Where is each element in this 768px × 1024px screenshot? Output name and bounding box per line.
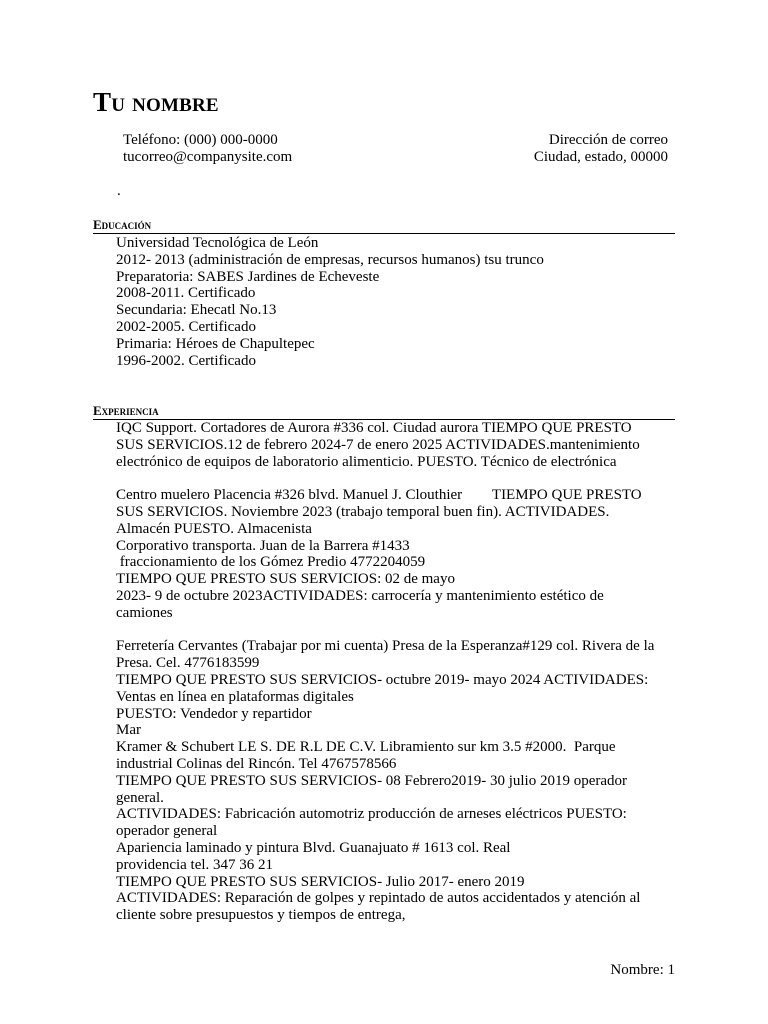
education-line: 2012- 2013 (administración de empresas, recursos humanos) tsu trunco [116,251,544,268]
experience-line: TIEMPO QUE PRESTO SUS SERVICIOS- Julio 2017- enero 2019 [116,873,525,890]
experience-line: Centro muelero Placencia #326 blvd. Manuel J. Clouthier TIEMPO QUE PRESTO [116,487,642,504]
education-line: Primaria: Héroes de Chapultepec [116,335,315,352]
experience-line: providencia tel. 347 36 21 [116,856,274,873]
page-footer: Nombre: 1 [610,962,675,978]
stray-dot: . [117,183,121,199]
experience-line: cliente sobre presupuestos y tiempos de entrega, [116,907,406,924]
blank-line [116,622,678,639]
phone-line: Teléfono: (000) 000-0000 [123,132,278,148]
blank-line [116,470,678,487]
experience-line: PUESTO: Vendedor y repartidor [116,705,312,722]
experience-line: Almacén PUESTO. Almacenista [116,520,312,537]
experience-line: TIEMPO QUE PRESTO SUS SERVICIOS- octubre 2019- mayo 2024 ACTIVIDADES: [116,671,649,688]
experience-line: industrial Colinas del Rincón. Tel 4767578566 [116,755,397,772]
resume-name: Tu nombre [93,87,219,117]
education-body [116,235,678,369]
experience-line: Presa. Cel. 4776183599 [116,655,260,672]
experience-line: general. [116,789,164,806]
education-line: 2002-2005. Certificado [116,318,256,335]
education-line: Secundaria: Ehecatl No.13 [116,302,277,319]
education-line: Universidad Tecnológica de León [116,235,319,251]
experience-line: electrónico de equipos de laboratorio alimenticio. PUESTO. Técnico de electrónica [116,453,617,470]
email-line: tucorreo@companysite.com [123,149,293,165]
experience-line: operador general [116,823,218,840]
experience-line: Kramer & Schubert LE S. DE R.L DE C.V. Libramiento sur km 3.5 #2000. Parque [116,739,616,756]
address-line: Dirección de correo [548,132,668,148]
experience-body [116,420,678,924]
experience-line: camiones [116,604,173,621]
experience-line: SUS SERVICIOS.12 de febrero 2024-7 de enero 2025 ACTIVIDADES.mantenimiento [116,436,640,453]
education-line: Preparatoria: SABES Jardines de Echeveste [116,268,380,285]
contact-left-block [123,132,292,166]
experience-line: Mar [116,722,141,739]
education-heading: Educación [93,217,675,234]
experience-heading: Experiencia [93,403,675,420]
experience-line: TIEMPO QUE PRESTO SUS SERVICIOS: 02 de mayo [116,571,455,588]
experience-line: Ventas en línea en plataformas digitales [116,688,354,705]
contact-right-block [534,132,668,166]
experience-line: SUS SERVICIOS. Noviembre 2023 (trabajo temporal buen fin). ACTIVIDADES. [116,503,610,520]
experience-line: IQC Support. Cortadores de Aurora #336 col. Ciudad aurora TIEMPO QUE PRESTO [116,420,632,436]
education-line: 1996-2002. Certificado [116,352,256,369]
experience-line: Corporativo transporta. Juan de la Barrera #1433 [116,537,410,554]
experience-line: TIEMPO QUE PRESTO SUS SERVICIOS- 08 Febrero2019- 30 julio 2019 operador [116,772,628,789]
experience-line: 2023- 9 de octubre 2023ACTIVIDADES: carrocería y mantenimiento estético de [116,587,604,604]
experience-line: ACTIVIDADES: Reparación de golpes y repintado de autos accidentados y atención al [116,890,641,907]
experience-line: Apariencia laminado y pintura Blvd. Guanajuato # 1613 col. Real [116,839,511,856]
experience-line: ACTIVIDADES: Fabricación automotriz producción de arneses eléctricos PUESTO: [116,806,627,823]
experience-line: Ferretería Cervantes (Trabajar por mi cuenta) Presa de la Esperanza#129 col. Rivera de la [116,638,655,655]
city-line: Ciudad, estado, 00000 [533,149,668,165]
education-line: 2008-2011. Certificado [116,285,256,302]
experience-line: fraccionamiento de los Gómez Predio 4772204059 [116,554,426,571]
